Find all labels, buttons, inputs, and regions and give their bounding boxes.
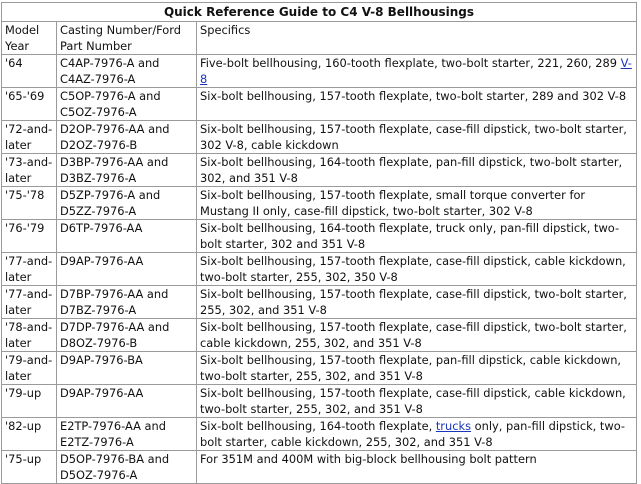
model-year-cell: '78-and-later — [2, 319, 57, 352]
specifics-text-continued: only, pan-fill dipstick, two-bolt starter, cable kickdown, 255, 302, and 351 V-8 — [200, 419, 626, 449]
model-year-cell: '77-and-later — [2, 253, 57, 286]
specifics-cell — [197, 220, 637, 253]
table-row — [2, 286, 637, 319]
specifics-text: Six-bolt bellhousing, 157-tooth flexplate, pan-fill dipstick, cable kickdown, two-bolt starter, 255, 302, and 351 V-8 — [200, 353, 622, 383]
model-year-cell: '76-'79 — [2, 220, 57, 253]
specifics-cell — [197, 451, 637, 484]
table-row — [2, 418, 637, 451]
specifics-cell — [197, 352, 637, 385]
specifics-cell — [197, 154, 637, 187]
specifics-cell — [197, 385, 637, 418]
model-year-cell: '79-up — [2, 385, 57, 418]
part-number-cell: D5OP-7976-BA and D5OZ-7976-A — [57, 451, 197, 484]
specifics-cell — [197, 88, 637, 121]
table-row — [2, 385, 637, 418]
specifics-text: Six-bolt bellhousing, 157-tooth flexplate, case-fill dipstick, two-bolt starter, 255, 302, and 351 V-8 — [200, 287, 627, 317]
part-number-cell: D7DP-7976-AA and D8OZ-7976-B — [57, 319, 197, 352]
table-body — [2, 55, 637, 484]
specifics-text: For 351M and 400M with big-block bellhousing bolt pattern — [200, 452, 537, 466]
part-number-cell: D7BP-7976-AA and D7BZ-7976-A — [57, 286, 197, 319]
part-number-cell: D3BP-7976-AA and D3BZ-7976-A — [57, 154, 197, 187]
reference-table-container — [1, 2, 637, 484]
specifics-cell — [197, 121, 637, 154]
table-row — [2, 319, 637, 352]
specifics-cell — [197, 319, 637, 352]
model-year-cell: '77-and-later — [2, 286, 57, 319]
specifics-text: Six-bolt bellhousing, 157-tooth flexplate, case-fill dipstick, cable kickdown, two-bolt starter, 255, 302, 350 V-8 — [200, 254, 626, 284]
model-year-cell: '73-and-later — [2, 154, 57, 187]
part-number-cell: D9AP-7976-BA — [57, 352, 197, 385]
header-specifics: Specifics — [197, 22, 637, 55]
part-number-cell: D2OP-7976-AA and D2OZ-7976-B — [57, 121, 197, 154]
specifics-text: Six-bolt bellhousing, 157-tooth flexplate, small torque converter for Mustang II only, case-fill dipstick, two-bolt starter, 302 V-8 — [200, 188, 586, 218]
table-row — [2, 154, 637, 187]
table-row — [2, 55, 637, 88]
specifics-text: Six-bolt bellhousing, 157-tooth flexplate, case-fill dipstick, two-bolt starter, 302 V-8, cable kickdown — [200, 122, 627, 152]
specifics-cell — [197, 286, 637, 319]
table-row — [2, 220, 637, 253]
header-row — [2, 22, 637, 55]
part-number-cell: E2TP-7976-AA and E2TZ-7976-A — [57, 418, 197, 451]
table-row — [2, 88, 637, 121]
table-title: Quick Reference Guide to C4 V-8 Bellhousings — [2, 3, 637, 22]
model-year-cell: '75-up — [2, 451, 57, 484]
specifics-text: Five-bolt bellhousing, 160-tooth flexplate, two-bolt starter, 221, 260, 289 — [200, 56, 621, 70]
model-year-cell: '65-'69 — [2, 88, 57, 121]
specifics-link[interactable]: V-8 — [200, 56, 632, 86]
table-row — [2, 253, 637, 286]
header-part-number: Casting Number/Ford Part Number — [57, 22, 197, 55]
header-model-year: Model Year — [2, 22, 57, 55]
specifics-cell — [197, 187, 637, 220]
part-number-cell: C4AP-7976-A and C4AZ-7976-A — [57, 55, 197, 88]
specifics-text: Six-bolt bellhousing, 164-tooth flexplate, truck only, pan-fill dipstick, two-bolt starter, 302 and 351 V-8 — [200, 221, 620, 251]
part-number-cell: D9AP-7976-AA — [57, 253, 197, 286]
table-row — [2, 352, 637, 385]
model-year-cell: '82-up — [2, 418, 57, 451]
specifics-cell — [197, 253, 637, 286]
model-year-cell: '75-'78 — [2, 187, 57, 220]
specifics-text: Six-bolt bellhousing, 164-tooth flexplate, pan-fill dipstick, two-bolt starter, 302, and 351 V-8 — [200, 155, 623, 185]
specifics-text: Six-bolt bellhousing, 157-tooth flexplate, case-fill dipstick, cable kickdown, two-bolt starter, 255, 302, and 351 V-8 — [200, 386, 626, 416]
part-number-cell: D6TP-7976-AA — [57, 220, 197, 253]
specifics-text: Six-bolt bellhousing, 157-tooth flexplate, case-fill dipstick, two-bolt starter, cable kickdown, 255, 302, and 351 V-8 — [200, 320, 627, 350]
table-row — [2, 451, 637, 484]
model-year-cell: '72-and-later — [2, 121, 57, 154]
table-row — [2, 187, 637, 220]
bellhousing-reference-table — [1, 2, 637, 484]
model-year-cell: '79-and-later — [2, 352, 57, 385]
specifics-text: Six-bolt bellhousing, 164-tooth flexplate, — [200, 419, 436, 433]
part-number-cell: D5ZP-7976-A and D5ZZ-7976-A — [57, 187, 197, 220]
part-number-cell: D9AP-7976-AA — [57, 385, 197, 418]
specifics-text: Six-bolt bellhousing, 157-tooth flexplate, two-bolt starter, 289 and 302 V-8 — [200, 89, 627, 103]
table-row — [2, 121, 637, 154]
part-number-cell: C5OP-7976-A and C5OZ-7976-A — [57, 88, 197, 121]
specifics-cell — [197, 418, 637, 451]
specifics-cell — [197, 55, 637, 88]
model-year-cell: '64 — [2, 55, 57, 88]
specifics-link[interactable]: trucks — [435, 419, 472, 433]
